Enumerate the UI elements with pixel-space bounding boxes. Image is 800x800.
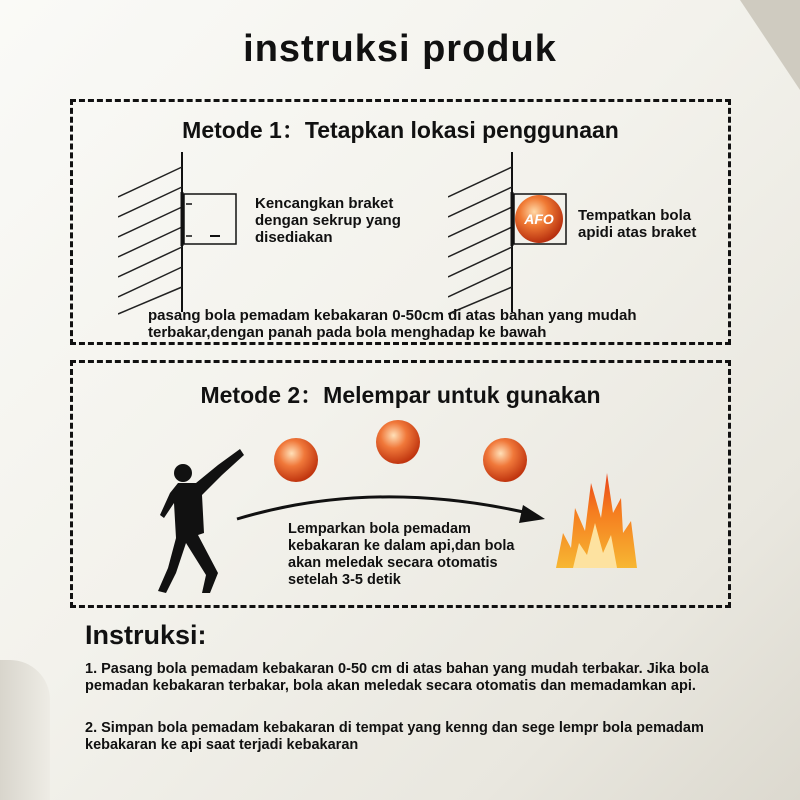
ball-icon xyxy=(376,420,420,464)
placement-note: pasang bola pemadam kebakaran 0-50cm di atas bahan yang mudah terbakar,dengan panah pada bola menghadap ke bawah xyxy=(148,307,637,341)
ball-icon xyxy=(274,438,318,482)
instructions-heading: Instruksi: xyxy=(85,620,207,650)
page-curl-bottom-left xyxy=(0,660,50,800)
method1-box xyxy=(70,99,731,345)
method2-heading: Metode 2：Melempar untuk gunakan xyxy=(200,382,601,408)
wall-ball-illustration xyxy=(448,152,578,317)
ball-icon xyxy=(483,438,527,482)
throw-instruction: Lemparkan bola pemadam kebakaran ke dalam api,dan bola akan meledak secara otomatis setelah 3-5 detik xyxy=(288,521,515,588)
fire-icon xyxy=(551,463,641,573)
method2-box xyxy=(70,360,731,608)
ball-logo-text: AFO xyxy=(524,211,554,227)
bracket-instruction: Kencangkan braket dengan sekrup yang disediakan xyxy=(255,195,401,246)
page-title: instruksi produk xyxy=(243,28,557,70)
instruction-step-2: 2. Simpan bola pemadam kebakaran di tempat yang kenng dan sege lempr bola pemadam kebakaran ke api saat terjadi kebakaran xyxy=(85,720,704,753)
instruction-step-1: 1. Pasang bola pemadam kebakaran 0-50 cm di atas bahan yang mudah terbakar. Jika bola pemadan kebakaran terbakar, bola akan meledak secara otomatis dan memadamkan api. xyxy=(85,661,709,694)
wall-bracket-illustration xyxy=(118,152,248,317)
method1-heading: Metode 1：Tetapkan lokasi penggunaan xyxy=(182,117,619,143)
place-ball-instruction: Tempatkan bola apidi atas braket xyxy=(578,207,697,241)
